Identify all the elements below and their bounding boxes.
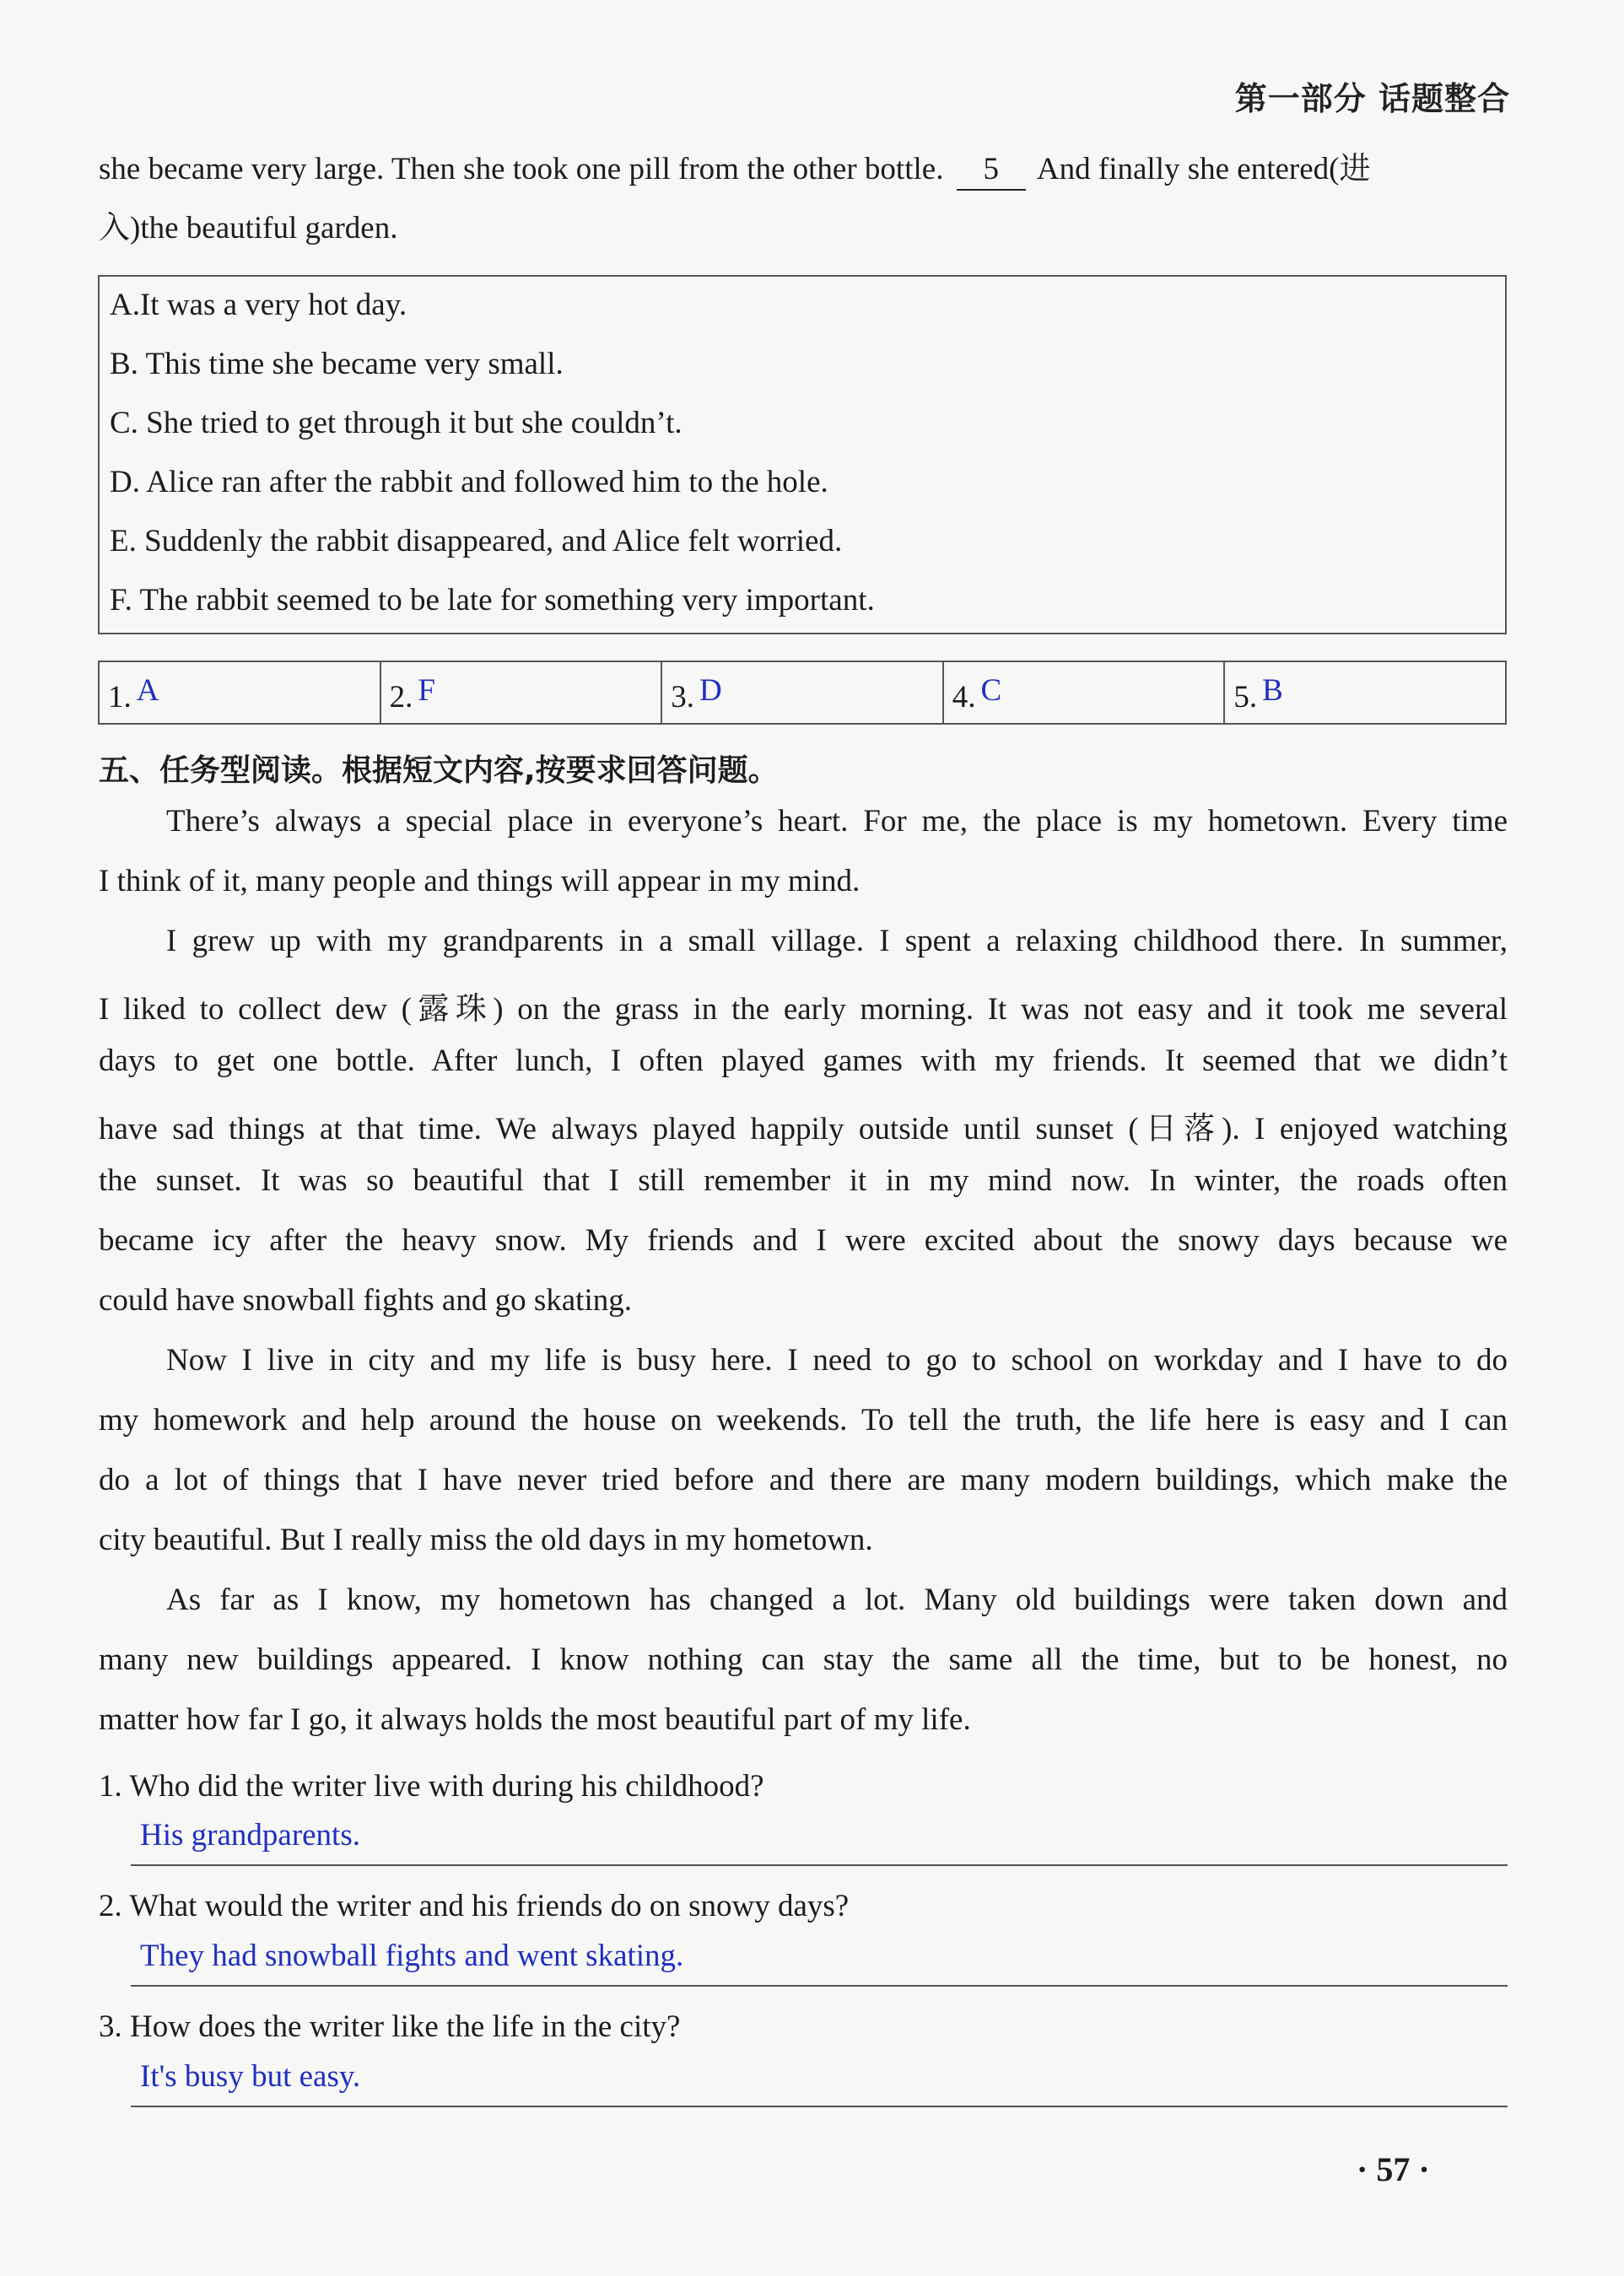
option-c: C. She tried to get through it but she couldn’t. [110,406,683,440]
passage-line: became icy after the heavy snow. My friends and I were excited about the snowy days because we [99,1223,1508,1258]
passage-line: days to get one bottle. After lunch, I often played games with my friends. It seemed that we didn’t [99,1044,1508,1078]
answer-cell-4 [944,662,1226,723]
answer-2: They had snowball fights and went skating. [140,1939,684,1973]
answer-line [131,2106,1508,2107]
option-f: F. The rabbit seemed to be late for something very important. [110,583,875,618]
answer-cell-3 [662,662,944,723]
passage-line: matter how far I go, it always holds the most beautiful part of my life. [99,1702,971,1737]
passage-line: the sunset. It was so beautiful that I still remember it in my mind now. In winter, the roads often [99,1163,1508,1198]
answer-cell-5 [1225,662,1505,723]
answer-line [131,1864,1508,1866]
question-1: 1. Who did the writer live with during his childhood? [99,1769,764,1804]
answer-value: F [418,672,435,708]
passage-line: As far as I know, my hometown has changed a lot. Many old buildings were taken down and [166,1583,1508,1617]
passage-line: There’s always a special place in everyone’s heart. For me, the place is my hometown. Every time [166,804,1508,839]
answer-cell-2 [381,662,663,723]
question-3: 3. How does the writer like the life in the city? [99,2009,681,2044]
answer-number: 2. [389,679,413,715]
option-d: D. Alice ran after the rabbit and followed him to the hole. [110,465,828,499]
answer-value: D [699,672,722,708]
answer-value: B [1262,672,1283,708]
passage-line: I grew up with my grandparents in a small village. I spent a relaxing childhood there. In summer, [166,924,1508,958]
intro-line-1 [99,140,1371,199]
options-box [98,275,1507,634]
option-a: A.It was a very hot day. [110,288,407,322]
passage-line: have sad things at that time. We always played happily outside until sunset (日落). I enjoyed watching [99,1112,1508,1146]
answer-cell-1 [100,662,381,723]
intro-line-2: 入)the beautiful garden. [99,211,398,245]
blank-5: 5 [957,150,1026,191]
section-title: 五、任务型阅读。根据短文内容,按要求回答问题。 [99,753,779,788]
answer-number: 1. [108,679,132,715]
passage-line: could have snowball fights and go skating. [99,1283,632,1318]
intro-text-after-blank: And finally she entered(进 [1036,152,1371,186]
passage-line: my homework and help around the house on weekends. To tell the truth, the life here is easy and I can [99,1403,1508,1437]
option-e: E. Suddenly the rabbit disappeared, and Alice felt worried. [110,524,843,558]
answer-value: A [136,672,159,708]
answer-table [98,661,1507,725]
passage-line: Now I live in city and my life is busy here. I need to go to school on workday and I have to do [166,1343,1508,1378]
answer-1: His grandparents. [140,1818,360,1853]
passage-line: I liked to collect dew (露珠) on the grass in the early morning. It was not easy and it took me several [99,992,1508,1027]
answer-number: 4. [952,679,976,715]
page-header: 第一部分 话题整合 [1234,80,1510,117]
answer-3: It's busy but easy. [140,2059,361,2094]
answer-line [131,1985,1508,1987]
answer-value: C [980,672,1002,708]
page-number: · 57 · [1357,2150,1430,2188]
passage-line: many new buildings appeared. I know nothing can stay the same all the time, but to be honest, no [99,1642,1508,1677]
option-b: B. This time she became very small. [110,347,564,381]
passage-line: I think of it, many people and things will appear in my mind. [99,864,861,898]
question-2: 2. What would the writer and his friends do on snowy days? [99,1889,850,1923]
intro-text-before-blank: she became very large. Then she took one pill from the other bottle. [99,152,944,186]
answer-number: 5. [1233,679,1258,715]
passage-line: city beautiful. But I really miss the old days in my hometown. [99,1523,873,1557]
answer-number: 3. [671,679,694,715]
passage-line: do a lot of things that I have never tried before and there are many modern buildings, which make the [99,1463,1508,1497]
